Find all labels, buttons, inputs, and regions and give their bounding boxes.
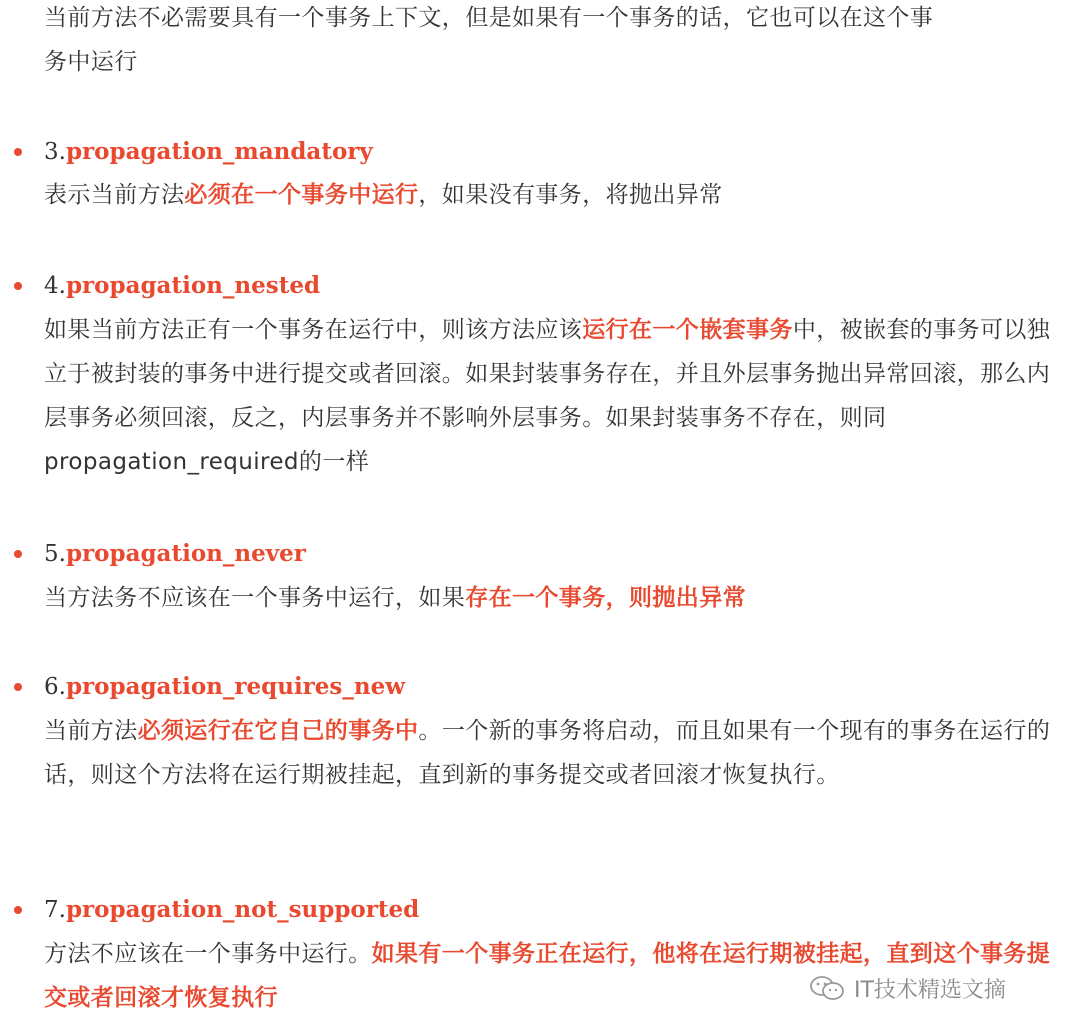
item-term: propagation_never — [65, 540, 306, 567]
item-number: 4. — [44, 273, 66, 299]
heading-text — [44, 132, 373, 172]
heading-text — [44, 667, 405, 707]
item-description-never — [44, 576, 1060, 620]
watermark-text: IT技术精选文摘 — [854, 977, 1006, 1003]
item-term: propagation_mandatory — [65, 138, 373, 165]
bullet-dot — [14, 550, 22, 558]
item-term: propagation_requires_new — [65, 673, 406, 700]
desc-highlight: 必须运行在它自己的事务中 — [137, 718, 419, 744]
heading-text — [44, 534, 306, 574]
item-term: propagation_not_supported — [65, 896, 420, 923]
heading-text — [44, 266, 320, 306]
intro-paragraph — [44, 0, 1060, 84]
item-description-mandatory — [44, 173, 1060, 217]
desc-highlight: 运行在一个嵌套事务 — [582, 317, 793, 343]
item-term: propagation_nested — [65, 272, 321, 299]
heading-text — [44, 890, 419, 930]
bullet-dot — [14, 906, 22, 914]
wechat-official-account-icon — [808, 973, 846, 1003]
item-description-requires-new — [44, 709, 1060, 797]
desc-segment: 当方法务不应该在一个事务中运行，如果 — [44, 585, 466, 611]
bullet-dot — [14, 282, 22, 290]
watermark — [808, 968, 1006, 1008]
bullet-dot — [14, 148, 22, 156]
desc-segment: 。一个新的事务将启动，而且如果有一个现有的事务在运行的话，则这个方法将在运行期被挂起，直到新的事务提交或者回滚才恢复执行。 — [44, 718, 1051, 788]
item-number: 3. — [44, 139, 66, 165]
desc-segment: 表示当前方法 — [44, 182, 185, 208]
bullet-dot — [14, 683, 22, 691]
desc-highlight: 存在一个事务，则抛出异常 — [465, 585, 747, 611]
desc-highlight: 如果有一个事务正在运行，他将在运行期被挂起，直到这个事务提交或者回滚才恢复执行 — [44, 941, 1051, 1011]
item-number: 5. — [44, 541, 66, 567]
desc-segment: 当前方法 — [44, 718, 138, 744]
desc-segment: 如果当前方法正有一个事务在运行中，则该方法应该 — [44, 317, 583, 343]
intro-line-1: 当前方法不必需要具有一个事务上下文，但是如果有一个事务的话，它也可以在这个事 — [44, 5, 934, 31]
desc-highlight: 必须在一个事务中运行 — [184, 182, 419, 208]
desc-segment: 中，被嵌套的事务可以独立于被封装的事务中进行提交或者回滚。如果封装事务存在，并且外层事务抛出异常回滚，那么内层事务必须回滚，反之，内层事务并不影响外层事务。如果封装事务不存在，则同propagation_required的一样 — [44, 317, 1051, 475]
item-description-nested — [44, 308, 1060, 484]
item-number: 7. — [44, 897, 66, 923]
desc-segment: ，如果没有事务，将抛出异常 — [418, 182, 723, 208]
item-number: 6. — [44, 674, 66, 700]
desc-segment: 方法不应该在一个事务中运行。 — [44, 941, 372, 967]
intro-line-2: 务中运行 — [44, 49, 138, 75]
